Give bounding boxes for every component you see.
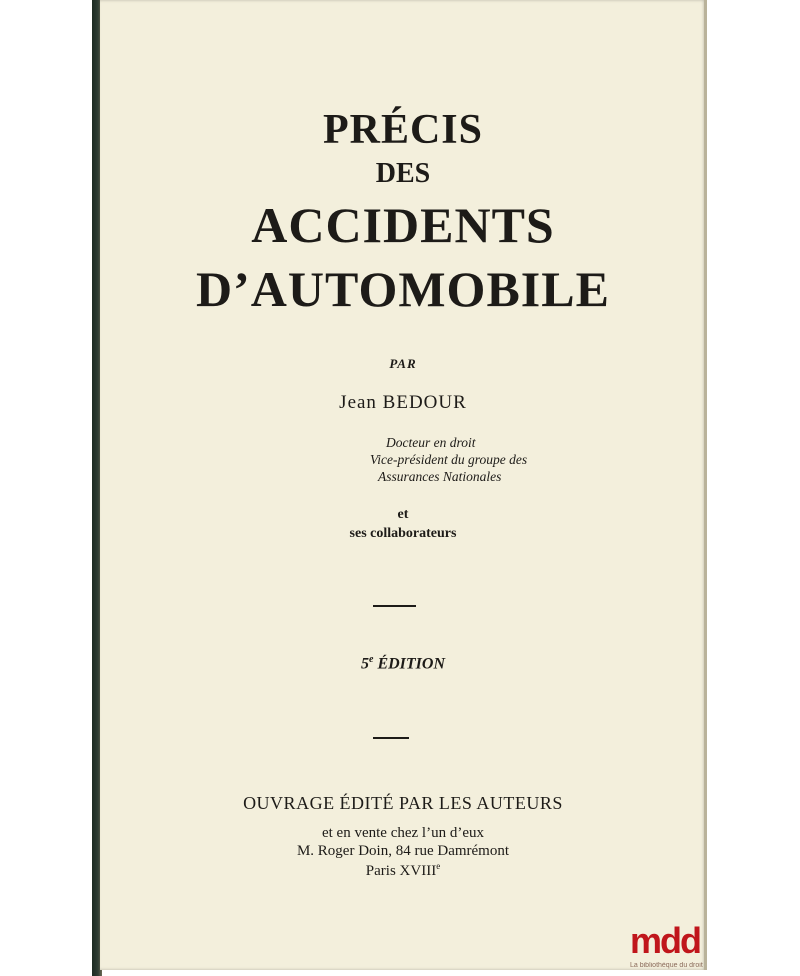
edition-superscript: e (368, 654, 374, 665)
title-line-accidents: ACCIDENTS (251, 197, 555, 253)
par-label: PAR (389, 356, 417, 371)
title-line-des: DES (375, 158, 431, 189)
city-name: Paris XVIII (365, 863, 437, 879)
publisher-address: M. Roger Doin, 84 rue Damrémont (296, 843, 510, 859)
city-superscript: e (436, 861, 441, 871)
credential-line: Vice-président du groupe des (370, 452, 528, 467)
mdd-logo (630, 920, 706, 970)
logo-tagline: La bibliothèque du droit (630, 962, 703, 969)
title-line-precis: PRÉCIS (322, 107, 484, 153)
edition-label (100, 654, 706, 673)
divider-rule (373, 737, 409, 739)
publisher-heading: OUVRAGE ÉDITÉ PAR LES AUTEURS (243, 793, 563, 813)
credential-line: Docteur en droit (386, 435, 476, 450)
publisher-city (100, 861, 706, 880)
author-name: Jean BEDOUR (339, 392, 467, 413)
edition-word: ÉDITION (377, 655, 445, 673)
edition-number: 5 (360, 655, 369, 673)
logo-text: mdd (630, 920, 700, 961)
credential-line: Assurances Nationales (378, 469, 502, 484)
sales-note: et en vente chez l’un d’eux (321, 825, 484, 841)
title-line-automobile: D’AUTOMOBILE (196, 261, 610, 317)
author-credentials (370, 434, 570, 485)
collaborators-label: ses collaborateurs (349, 526, 457, 541)
and-label: et (397, 507, 409, 522)
divider-rule (373, 605, 416, 607)
